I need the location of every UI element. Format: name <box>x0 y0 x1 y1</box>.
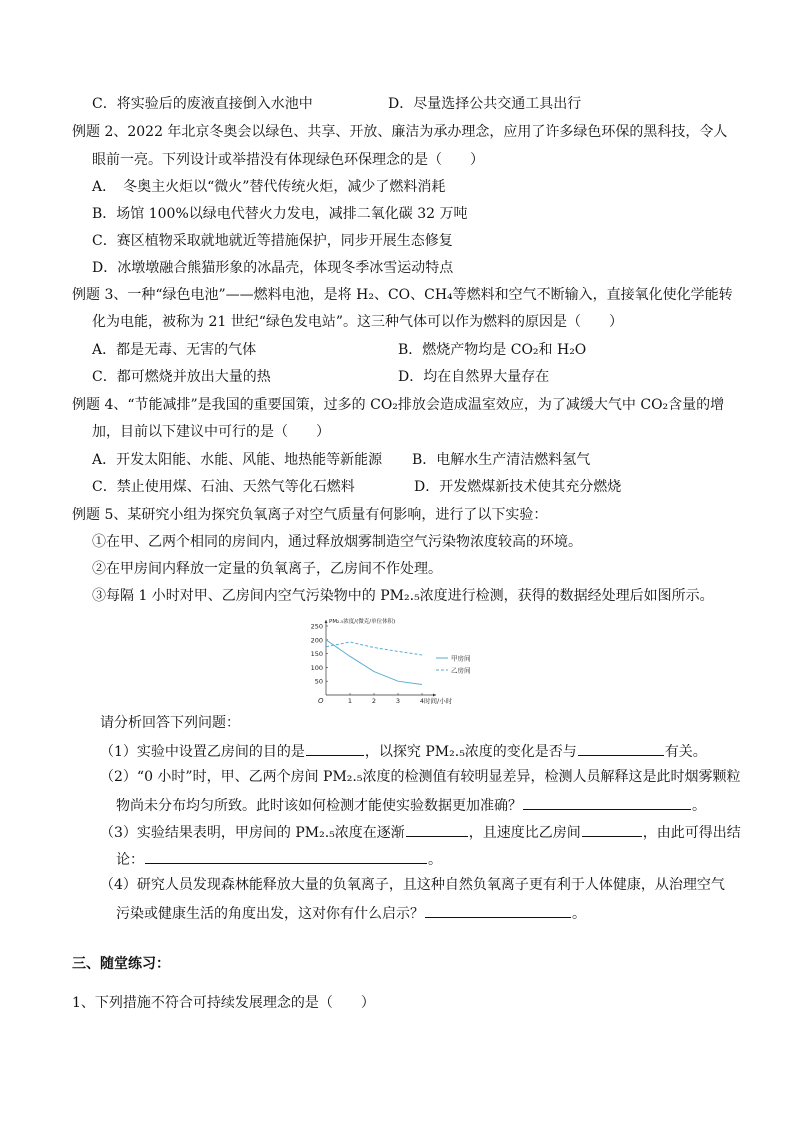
example-2-option-c: C．赛区植物采取就地就近等措施保护，同步开展生态修复 <box>92 233 453 249</box>
example-4-stem-line2: 加，目前以下建议中可行的是（ ） <box>92 424 330 440</box>
example-4-option-d: D．开发燃煤新技术使其充分燃烧 <box>414 479 622 495</box>
answer-blank-3c[interactable] <box>145 849 427 864</box>
example-3-stem-line2: 化为电能，被称为 21 世纪“绿色发电站”。这三种气体可以作为燃料的原因是（ ） <box>92 314 624 330</box>
example-4-option-c: C．禁止使用煤、石油、天然气等化石燃料 <box>92 479 355 495</box>
ex1-option-c: C．将实验后的废液直接倒入水池中 <box>92 96 313 112</box>
question-1-text-b: ，以探究 PM₂.₅浓度的变化是否与 <box>364 744 577 760</box>
example-3-option-b: B．燃烧产物均是 CO₂和 H₂O <box>398 342 587 358</box>
question-4-text-b: 污染或健康生活的角度出发，这对你有什么启示？ <box>116 906 424 922</box>
answer-blank-1b[interactable] <box>578 741 664 756</box>
question-4-text-c: 。 <box>572 906 586 922</box>
y-axis-arrow <box>325 620 328 623</box>
answer-blank-2[interactable] <box>523 795 691 810</box>
example-4-option-a: A．开发太阳能、水能、风能、地热能等新能源 <box>92 452 383 468</box>
question-2-line1: （2）“0 小时”时，甲、乙两个房间 PM₂.₅浓度的检测值有较明显差异，检测人员解释这是此时烟雾颗粒 <box>100 769 741 785</box>
example-5-step-3: ③每隔 1 小时对甲、乙房间内空气污染物中的 PM₂.₅浓度进行检测，获得的数据经处理后如图所示。 <box>92 588 714 604</box>
question-3-text-c: ，由此可得出结 <box>642 825 741 841</box>
example-5-step-2: ②在甲房间内释放一定量的负氧离子，乙房间不作处理。 <box>92 561 442 577</box>
question-1-text-a: （1）实验中设置乙房间的目的是 <box>100 744 305 760</box>
question-3-text-e: 。 <box>428 852 442 868</box>
ex1-option-d: D．尽量选择公共交通工具出行 <box>388 96 582 112</box>
question-4-line2 <box>116 903 586 923</box>
legend-label-2: 乙房间 <box>451 666 471 675</box>
example-2-stem-line1: 例题 2、2022 年北京冬奥会以绿色、共享、开放、廉洁为承办理念，应用了许多绿色环保的黑科技，令人 <box>72 124 728 140</box>
y-tick-label: 100 <box>310 663 323 672</box>
example-3-stem-line1: 例题 3、一种“绿色电池”——燃料电池，是将 H₂、CO、CH₄等燃料和空气不断输入，直接氧化使化学能转 <box>72 287 733 303</box>
x-tick-label: 3 <box>395 697 401 705</box>
y-tick-label: 250 <box>310 622 323 631</box>
question-1 <box>100 741 707 761</box>
x-tick-label: 1 <box>347 697 353 705</box>
answer-blank-1a[interactable] <box>306 741 364 756</box>
example-2-option-a: A． 冬奥主火炬以“微火”替代传统火炬，减少了燃料消耗 <box>92 179 446 195</box>
example-2-option-d: D．冰墩墩融合熊猫形象的冰晶壳，体现冬季冰雪运动特点 <box>92 260 454 276</box>
question-1-text-c: 有关。 <box>664 744 707 760</box>
x-tick-label: 4 <box>419 697 425 705</box>
example-2-option-b: B．场馆 100%以绿电代替火力发电，减排二氧化碳 32 万吨 <box>92 206 468 222</box>
question-3-text-d: 论： <box>116 852 144 868</box>
legend-label-1: 甲房间 <box>451 654 471 663</box>
origin-label: O <box>318 697 324 705</box>
example-5-stem: 例题 5、某研究小组为探究负氧离子对空气质量有何影响，进行了以下实验： <box>72 507 548 523</box>
answer-blank-3a[interactable] <box>406 822 468 837</box>
question-3-text-a: （3）实验结果表明，甲房间的 PM₂.₅浓度在逐渐 <box>100 825 405 841</box>
example-3-option-c: C．都可燃烧并放出大量的热 <box>92 369 271 385</box>
question-3-text-b: ，且速度比乙房间 <box>468 825 581 841</box>
question-2-text-c: 。 <box>692 798 706 814</box>
answer-blank-3b[interactable] <box>582 822 642 837</box>
x-axis-label: 时间/小时 <box>424 697 453 705</box>
y-tick-label: 200 <box>310 636 323 645</box>
pm25-line-chart <box>296 614 496 706</box>
y-tick-label: 150 <box>310 650 323 659</box>
example-3-option-d: D．均在自然界大量存在 <box>398 369 550 385</box>
series-line-2 <box>326 642 422 655</box>
example-4-stem-line1: 例题 4、“节能减排”是我国的重要国策，过多的 CO₂排放会造成温室效应，为了减缓大气中 CO₂含量的增 <box>72 397 725 413</box>
question-3-line1 <box>100 822 741 842</box>
example-2-stem-line2: 眼前一亮。下列设计或举措没有体现绿色环保理念的是（ ） <box>92 152 484 168</box>
series-line-1 <box>326 640 422 685</box>
answer-blank-4[interactable] <box>425 903 571 918</box>
question-3-line2 <box>116 849 442 869</box>
x-tick-label: 2 <box>371 697 377 705</box>
section-heading: 三、随堂练习： <box>72 956 170 972</box>
question-2-line2 <box>116 795 706 815</box>
question-prompt: 请分析回答下列问题： <box>100 715 240 731</box>
y-tick-label: 50 <box>314 677 323 686</box>
example-4-option-b: B．电解水生产清洁燃料氢气 <box>412 452 591 468</box>
example-5-step-1: ①在甲、乙两个相同的房间内，通过释放烟雾制造空气污染物浓度较高的环境。 <box>92 534 582 550</box>
practice-question-1: 1、下列措施不符合可持续发展理念的是（ ） <box>72 995 375 1011</box>
y-axis-label: PM₂.₅浓度/(微克/单位体积) <box>329 619 396 625</box>
question-4-line1: （4）研究人员发现森林能释放大量的负氧离子，且这种自然负氧离子更有利于人体健康，从治理空气 <box>100 877 725 893</box>
question-2-text-b: 物尚未分布均匀所致。此时该如何检测才能使实验数据更加准确？ <box>116 798 522 814</box>
example-3-option-a: A．都是无毒、无害的气体 <box>92 342 257 358</box>
